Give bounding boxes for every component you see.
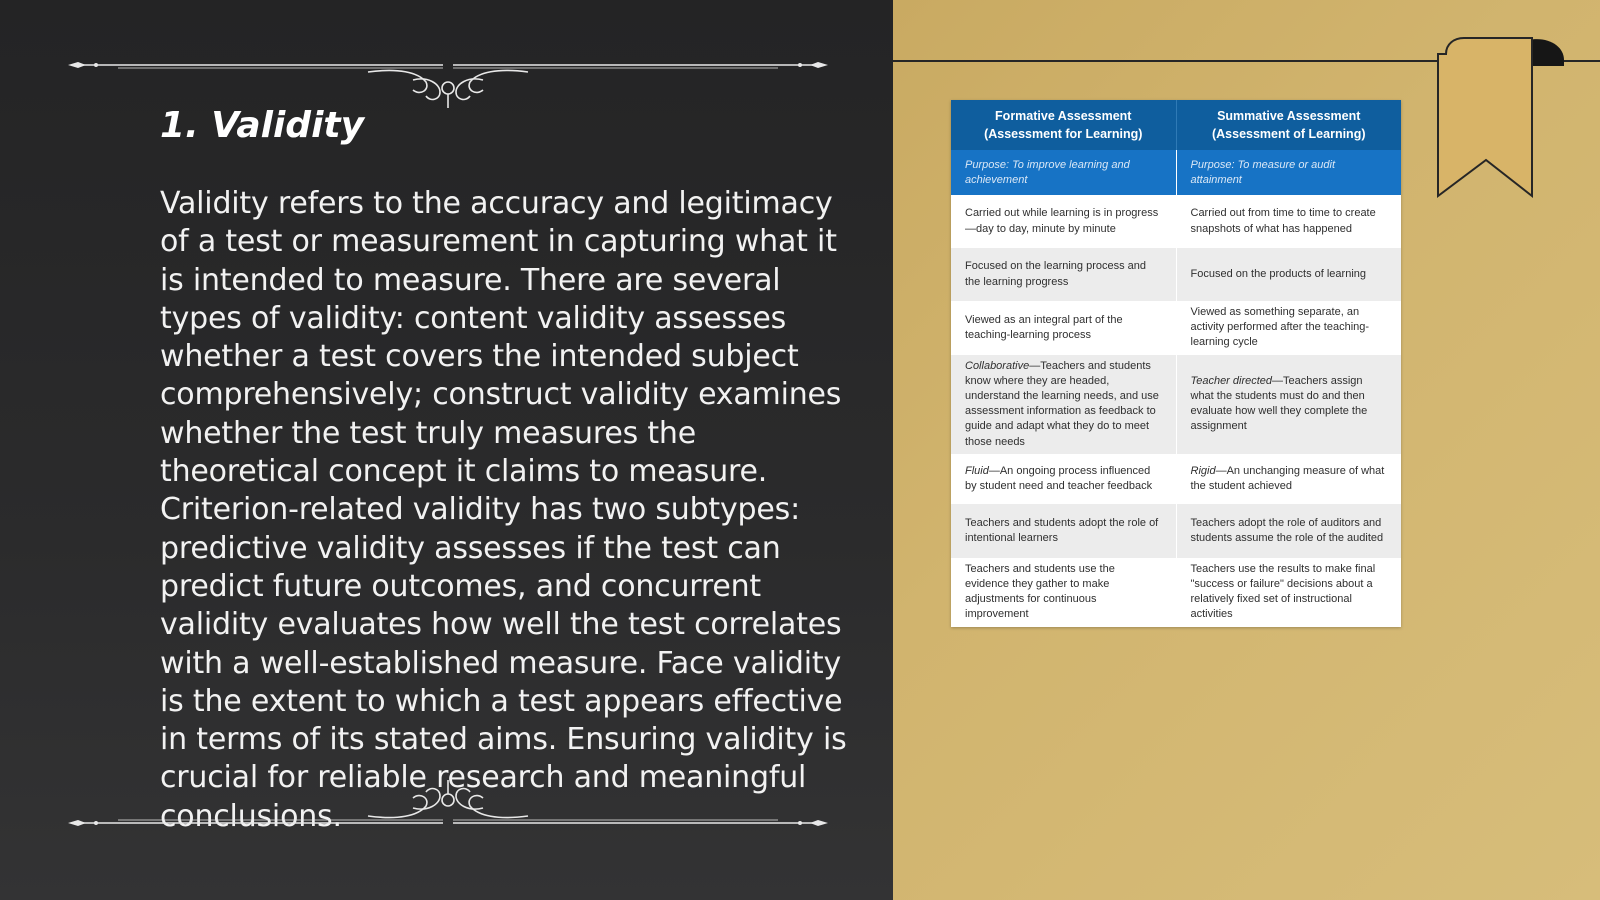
purpose-text: To measure or audit attainment bbox=[1190, 158, 1336, 186]
table-row bbox=[951, 248, 1401, 301]
header-summative-title: Summative Assessment bbox=[1217, 109, 1361, 123]
header-summative bbox=[1176, 100, 1401, 150]
bookmark-ribbon-icon bbox=[1436, 36, 1566, 206]
table-cell bbox=[1176, 504, 1401, 558]
cell-text: Viewed as an integral part of the teaching-learning process bbox=[965, 313, 1123, 341]
table-cell bbox=[951, 195, 1176, 248]
slide-body-text: Validity refers to the accuracy and legitimacy of a test or measurement in capturing what it is intended to measure. There are several types of validity: content validity assesses whether a test covers the intended subject comprehensively; construct validity examines whether the test truly measures the theoretical concept it claims to measure. Criterion-related validity has two subtypes: predictive validity assesses if the test can predict future outcomes, and concurrent validity evaluates how well the test correlates with a well-established measure. Face validity is the extent to which a test appears effective in terms of its stated aims. Ensuring validity is crucial for reliable research and meaningful conclusions. bbox=[160, 186, 847, 834]
scroll-ornament-icon bbox=[68, 50, 828, 110]
table-cell bbox=[951, 248, 1176, 301]
table-row bbox=[951, 301, 1401, 355]
cell-text: —An ongoing process influenced by student need and teacher feedback bbox=[965, 464, 1153, 492]
cell-text: Teachers and students use the evidence they gather to make adjustments for continuous improvement bbox=[965, 562, 1115, 621]
purpose-label: Purpose: bbox=[1190, 158, 1235, 171]
table-row bbox=[951, 504, 1401, 558]
table-cell bbox=[1176, 301, 1401, 355]
cell-label: Collaborative bbox=[965, 359, 1030, 372]
slide-title: 1. Validity bbox=[160, 105, 365, 146]
table-cell bbox=[1176, 195, 1401, 248]
table-row bbox=[951, 454, 1401, 504]
cell-text: —An unchanging measure of what the student achieved bbox=[1190, 464, 1385, 492]
table-cell bbox=[951, 355, 1176, 454]
cell-text: —Teachers assign what the students must do and then evaluate how well they complete the assignment bbox=[1190, 374, 1368, 433]
cell-text: Carried out from time to time to create snapshots of what has happened bbox=[1190, 207, 1376, 235]
table-cell bbox=[1176, 454, 1401, 504]
purpose-row bbox=[951, 150, 1401, 195]
cell-label: Rigid bbox=[1190, 464, 1216, 477]
assessment-comparison-table bbox=[951, 100, 1401, 627]
purpose-summative bbox=[1176, 150, 1401, 195]
cell-label: Teacher directed bbox=[1190, 374, 1273, 387]
scroll-ornament-icon bbox=[68, 778, 828, 838]
table-row bbox=[951, 195, 1401, 248]
cell-text: Focused on the products of learning bbox=[1190, 267, 1367, 280]
purpose-label: Purpose: bbox=[965, 158, 1010, 171]
cell-label: Fluid bbox=[965, 464, 989, 477]
cell-text: —Teachers and students know where they are headed, understand the learning needs, and use assessment information as feedback to guide and adapt what they do to meet those needs bbox=[965, 359, 1159, 448]
cell-text: Focused on the learning process and the learning progress bbox=[965, 260, 1147, 288]
table-cell bbox=[951, 301, 1176, 355]
header-summative-subtitle: (Assessment of Learning) bbox=[1211, 127, 1366, 141]
cell-text: Carried out while learning is in progress—day to day, minute by minute bbox=[965, 207, 1159, 235]
table-row bbox=[951, 558, 1401, 627]
cell-text: Teachers use the results to make final "success or failure" decisions about a relatively fixed set of instructional activities bbox=[1190, 562, 1376, 621]
table-cell bbox=[951, 454, 1176, 504]
header-formative-title: Formative Assessment bbox=[995, 109, 1132, 123]
purpose-formative bbox=[951, 150, 1176, 195]
cell-text: Teachers and students adopt the role of intentional learners bbox=[965, 516, 1159, 544]
table-cell bbox=[951, 558, 1176, 627]
header-formative bbox=[951, 100, 1176, 150]
cell-text: Teachers adopt the role of auditors and students assume the role of the audited bbox=[1190, 516, 1384, 544]
header-formative-subtitle: (Assessment for Learning) bbox=[984, 127, 1143, 141]
cell-text: Viewed as something separate, an activity performed after the teaching-learning cycle bbox=[1190, 306, 1370, 349]
table-cell bbox=[951, 504, 1176, 558]
table-cell bbox=[1176, 355, 1401, 454]
table-cell bbox=[1176, 248, 1401, 301]
comparison-table bbox=[951, 100, 1401, 627]
table-cell bbox=[1176, 558, 1401, 627]
table-row bbox=[951, 355, 1401, 454]
purpose-text: To improve learning and achievement bbox=[965, 158, 1130, 186]
